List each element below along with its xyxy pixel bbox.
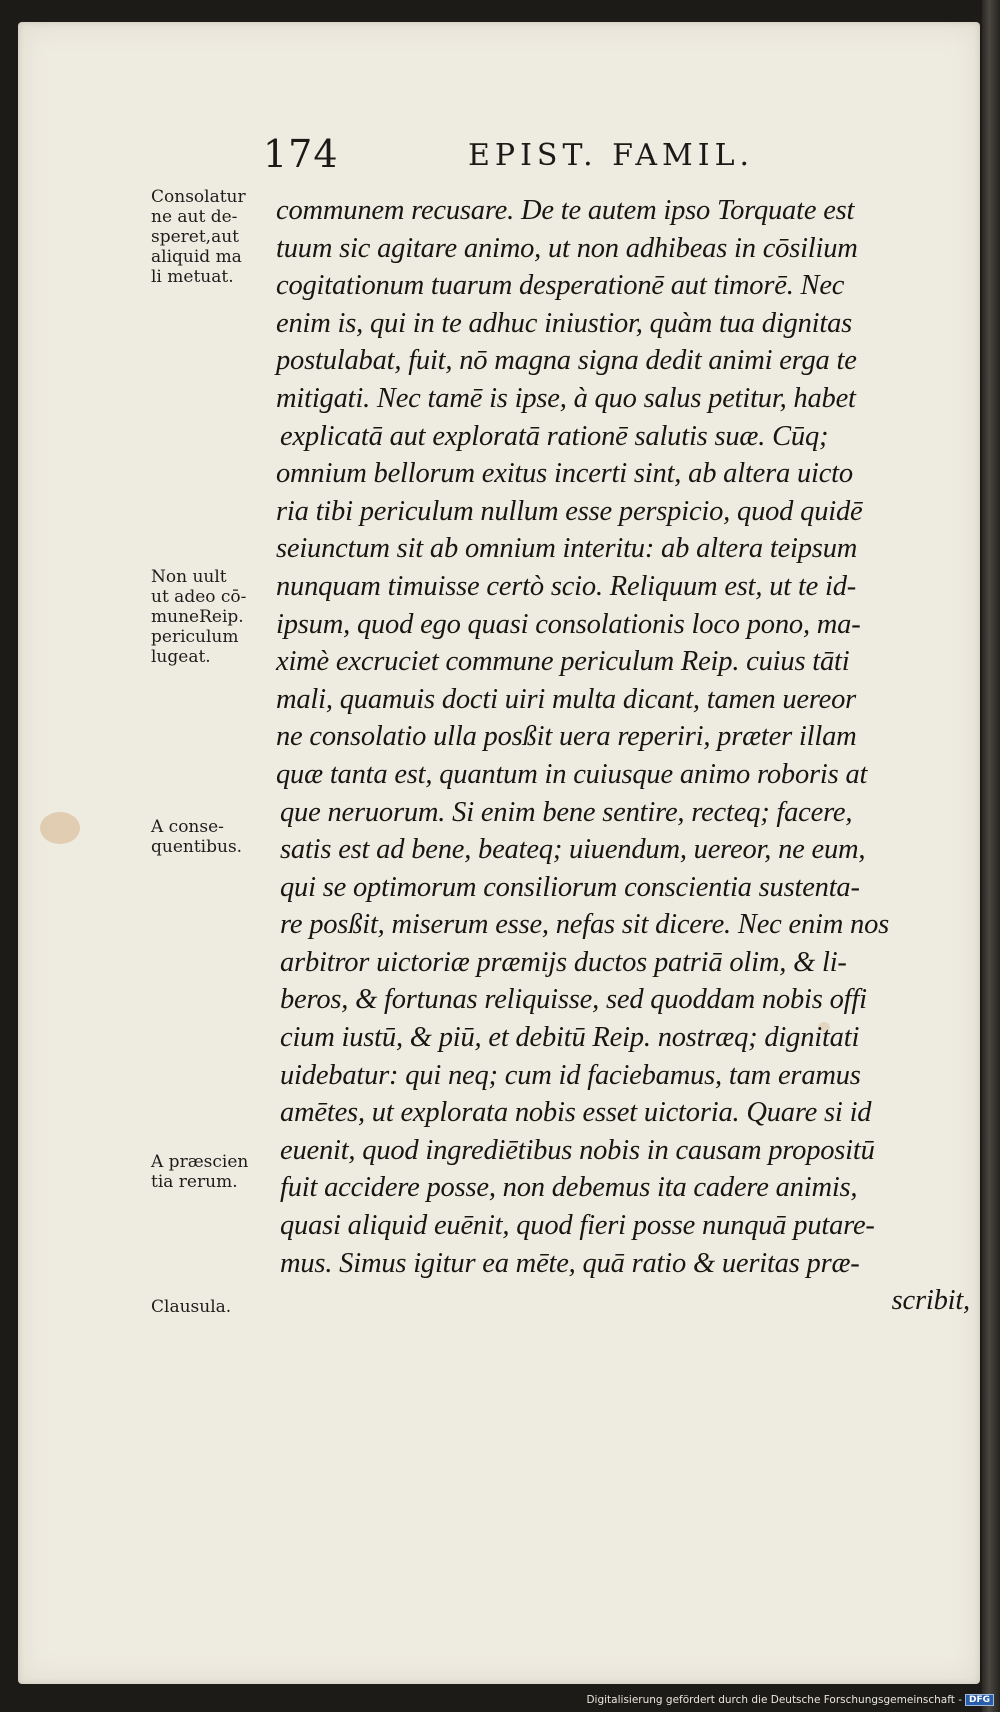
- margin-note: Consolatur ne aut de- speret,aut aliquid ma li metuat.: [151, 187, 246, 287]
- margin-note: A præscien tia rerum.: [151, 1152, 249, 1192]
- text-line: satis est ad bene, beateq; uiuendum, uereor, ne eum,: [280, 834, 866, 866]
- digitization-credit: [586, 1694, 994, 1706]
- text-line: ria tibi periculum nullum esse perspicio, quod quidē: [276, 495, 863, 527]
- text-line: que neruorum. Si enim bene sentire, recteq; facere,: [280, 796, 853, 828]
- text-line: omnium bellorum exitus incerti sint, ab altera uicto: [276, 458, 853, 490]
- text-line: ximè excruciet commune periculum Reip. cuius tāti: [276, 646, 850, 678]
- text-line: beros, & fortunas reliquisse, sed quoddam nobis offi: [280, 984, 867, 1016]
- text-line: quæ tanta est, quantum in cuiusque animo roboris at: [276, 758, 868, 790]
- margin-note: A conse- quentibus.: [151, 817, 243, 857]
- text-line: qui se optimorum consiliorum conscientia sustenta-: [280, 871, 860, 903]
- text-line: postulabat, fuit, nō magna signa dedit animi erga te: [276, 345, 857, 377]
- paper-stain: [40, 812, 80, 844]
- book-page: [18, 22, 980, 1684]
- margin-note: Non uult ut adeo cō- muneReip. periculum lugeat.: [151, 567, 247, 667]
- running-head: EPIST. FAMIL.: [468, 138, 755, 173]
- margin-note: Clausula.: [151, 1297, 232, 1317]
- text-line: cium iustū, & piū, et debitū Reip. nostræq; dignitati: [280, 1022, 860, 1054]
- page-number: 174: [263, 132, 339, 176]
- text-line: euenit, quod ingrediētibus nobis in causam propositū: [280, 1134, 875, 1166]
- text-line: amētes, ut explorata nobis esset uictoria. Quare si id: [280, 1097, 872, 1129]
- text-line: re posßit, miserum esse, nefas sit dicere. Nec enim nos: [280, 909, 890, 941]
- text-line: explicatā aut exploratā rationē salutis suæ. Cūq;: [280, 420, 829, 452]
- scan-edge: [982, 0, 1000, 1712]
- text-line: ne consolatio ulla posßit uera reperiri, præter illam: [276, 721, 857, 753]
- text-line: tuum sic agitare animo, ut non adhibeas in cōsilium: [276, 232, 858, 264]
- text-line: mitigati. Nec tamē is ipse, à quo salus petitur, habet: [276, 382, 856, 414]
- text-line: cogitationum tuarum desperationē aut timorē. Nec: [276, 270, 845, 302]
- body-text: [276, 192, 976, 1320]
- text-line: nunquam timuisse certò scio. Reliquum est, ut te id-: [276, 570, 857, 602]
- credit-text: Digitalisierung gefördert durch die Deutsche Forschungsgemeinschaft -: [586, 1694, 962, 1706]
- text-line: mus. Simus igitur ea mēte, quā ratio & ueritas præ-: [280, 1247, 860, 1279]
- text-line: scribit,: [891, 1285, 970, 1317]
- text-line: enim is, qui in te adhuc iniustior, quàm tua dignitas: [276, 307, 853, 339]
- text-line: mali, quamuis docti uiri multa dicant, tamen uereor: [276, 683, 857, 715]
- text-line: communem recusare. De te autem ipso Torquate est: [276, 195, 855, 226]
- text-line: uidebatur: qui neq; cum id faciebamus, tam eramus: [280, 1059, 861, 1091]
- text-line: quasi aliquid euēnit, quod fieri posse nunquā putare-: [280, 1210, 875, 1242]
- page-header: [18, 132, 980, 182]
- dfg-logo-icon: DFG: [965, 1694, 994, 1706]
- text-line: ipsum, quod ego quasi consolationis loco pono, ma-: [276, 608, 861, 640]
- text-line: arbitror uictoriæ præmijs ductos patriā olim, & li-: [280, 946, 847, 978]
- text-line: fuit accidere posse, non debemus ita cadere animis,: [280, 1172, 858, 1204]
- text-line: seiunctum sit ab omnium interitu: ab altera teipsum: [276, 533, 858, 565]
